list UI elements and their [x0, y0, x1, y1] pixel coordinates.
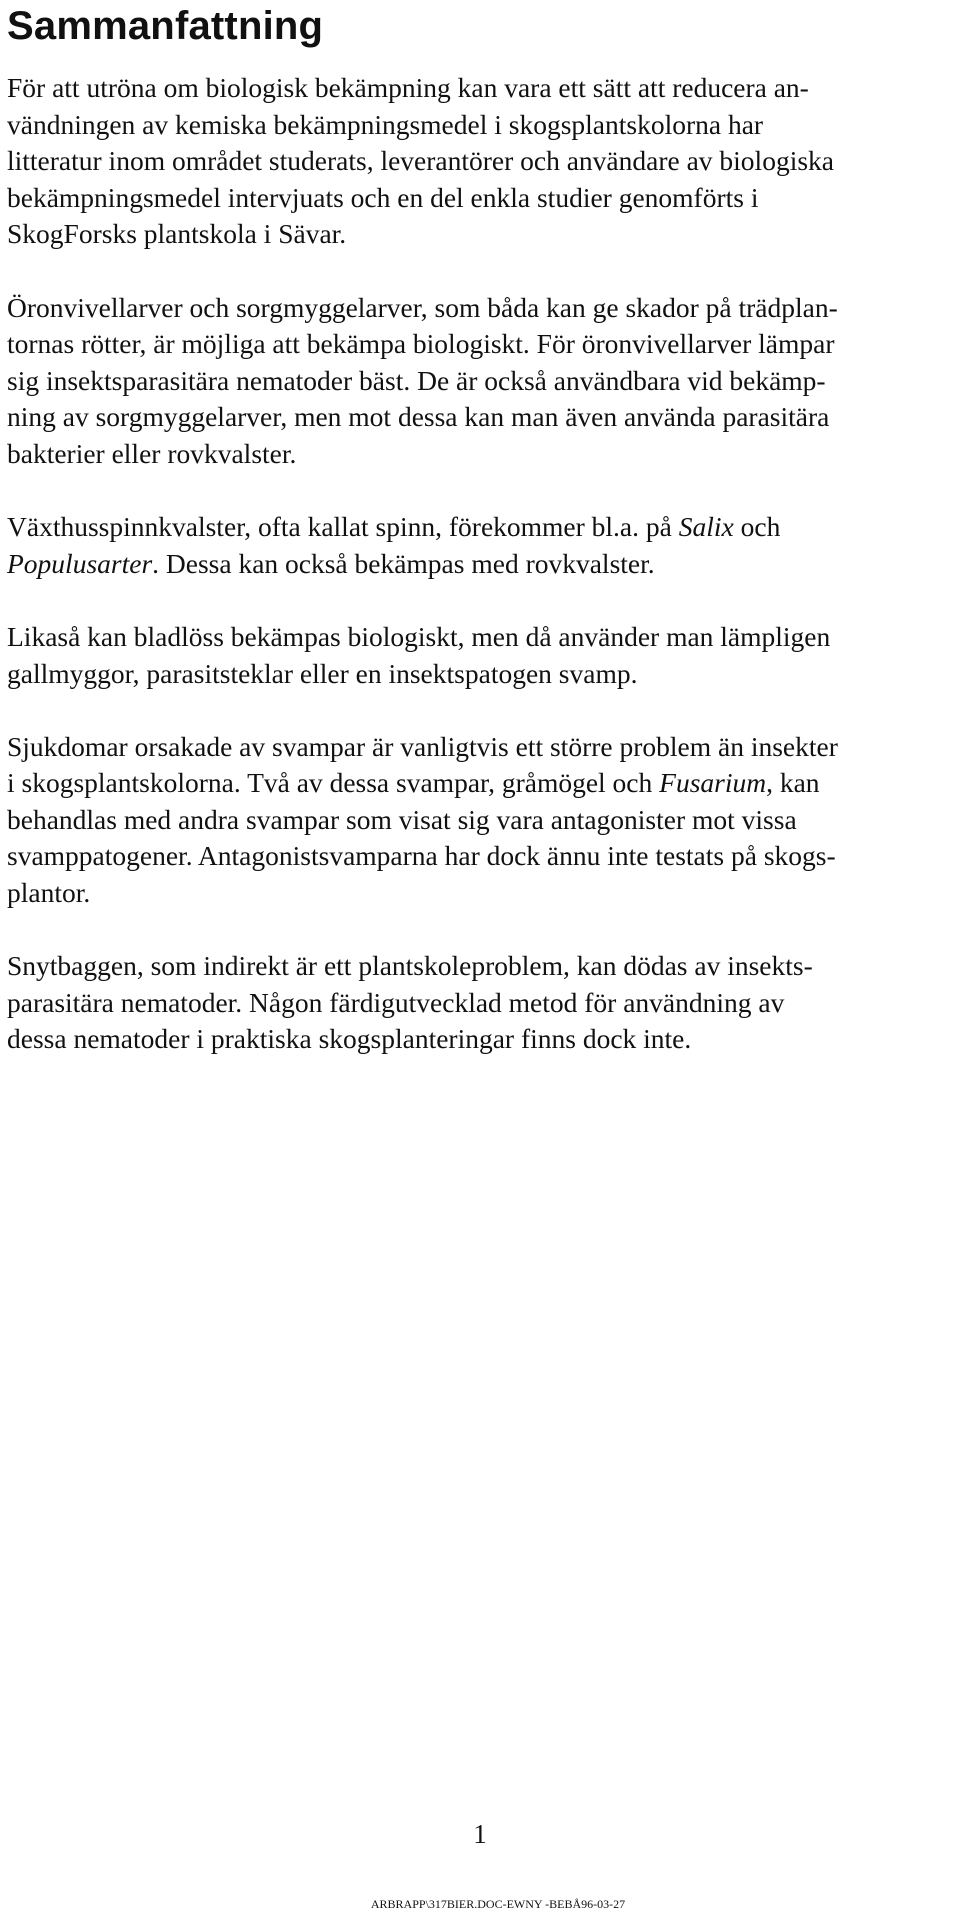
paragraph-line: bakterier eller rovkvalster.: [7, 437, 297, 469]
italic-term-salix: Salix: [678, 511, 734, 543]
paragraph-line: Sjukdomar orsakade av svampar är vanligtvis ett större problem än insekter: [7, 730, 838, 762]
paragraph-line: gallmyggor, parasitsteklar eller en insektspatogen svamp.: [7, 657, 638, 689]
paragraph-line: behandlas med andra svampar som visat sig vara antagonister mot vissa: [7, 803, 797, 835]
paragraph-line: parasitära nematoder. Någon färdigutvecklad metod för användning av: [7, 986, 785, 1018]
document-body: [7, 70, 947, 1095]
paragraph-line: För att utröna om biologisk bekämpning kan vara ett sätt att reducera an-: [7, 72, 809, 103]
italic-term-populus: Populusarter: [7, 547, 153, 579]
paragraph-text: i skogsplantskolorna. Två av dessa svampar, gråmögel och: [7, 767, 660, 799]
paragraph-text: , kan: [766, 767, 820, 799]
paragraph-larvae: [7, 290, 947, 473]
paragraph-pine-weevil: [7, 948, 947, 1058]
footer-file-reference: ARBRAPP\317BIER.DOC-EWNY -BEBÅ96-03-27: [370, 1897, 626, 1911]
paragraph-line: ning av sorgmyggelarver, men mot dessa kan man även använda parasitära: [7, 401, 830, 433]
paragraph-line: tornas rötter, är möjliga att bekämpa biologiskt. För öronvivellarver lämpar: [7, 328, 835, 360]
paragraph-aphids: [7, 619, 947, 692]
paragraph-line: sig insektsparasitära nematoder bäst. De är också användbara vid bekämp-: [7, 364, 826, 396]
paragraph-line: Snytbaggen, som indirekt är ett plantskoleproblem, kan dödas av insekts-: [7, 950, 813, 982]
paragraph-spider-mites: [7, 509, 947, 582]
paragraph-line: svamppatogener. Antagonistsvamparna har dock ännu inte testats på skogs-: [7, 840, 836, 872]
paragraph-line: dessa nematoder i praktiska skogsplanteringar finns dock inte.: [7, 1023, 692, 1055]
paragraph-text: och: [733, 511, 781, 543]
italic-term-fusarium: Fusarium: [659, 767, 767, 799]
paragraph-fungal-diseases: [7, 729, 947, 912]
paragraph-line: litteratur inom området studerats, leverantörer och användare av biologiska: [7, 145, 834, 177]
paragraph-text: Växthusspinnkvalster, ofta kallat spinn, förekommer bl.a. på: [7, 511, 679, 543]
page-heading: Sammanfattning: [7, 4, 324, 48]
paragraph-line: Likaså kan bladlöss bekämpas biologiskt, men då använder man lämpligen: [7, 620, 831, 652]
paragraph-line: Öronvivellarver och sorgmyggelarver, som båda kan ge skador på trädplan-: [7, 291, 838, 323]
paragraph-text: . Dessa kan också bekämpas med rovkvalster.: [152, 547, 655, 579]
paragraph-line: SkogForsks plantskola i Sävar.: [7, 218, 347, 250]
page-number: 1: [473, 1819, 487, 1849]
paragraph-line: vändningen av kemiska bekämpningsmedel i skogsplantskolorna har: [7, 108, 764, 140]
paragraph-line: bekämpningsmedel intervjuats och en del enkla studier genomförts i: [7, 181, 759, 213]
paragraph-intro: [7, 70, 947, 253]
paragraph-line: plantor.: [7, 877, 91, 909]
